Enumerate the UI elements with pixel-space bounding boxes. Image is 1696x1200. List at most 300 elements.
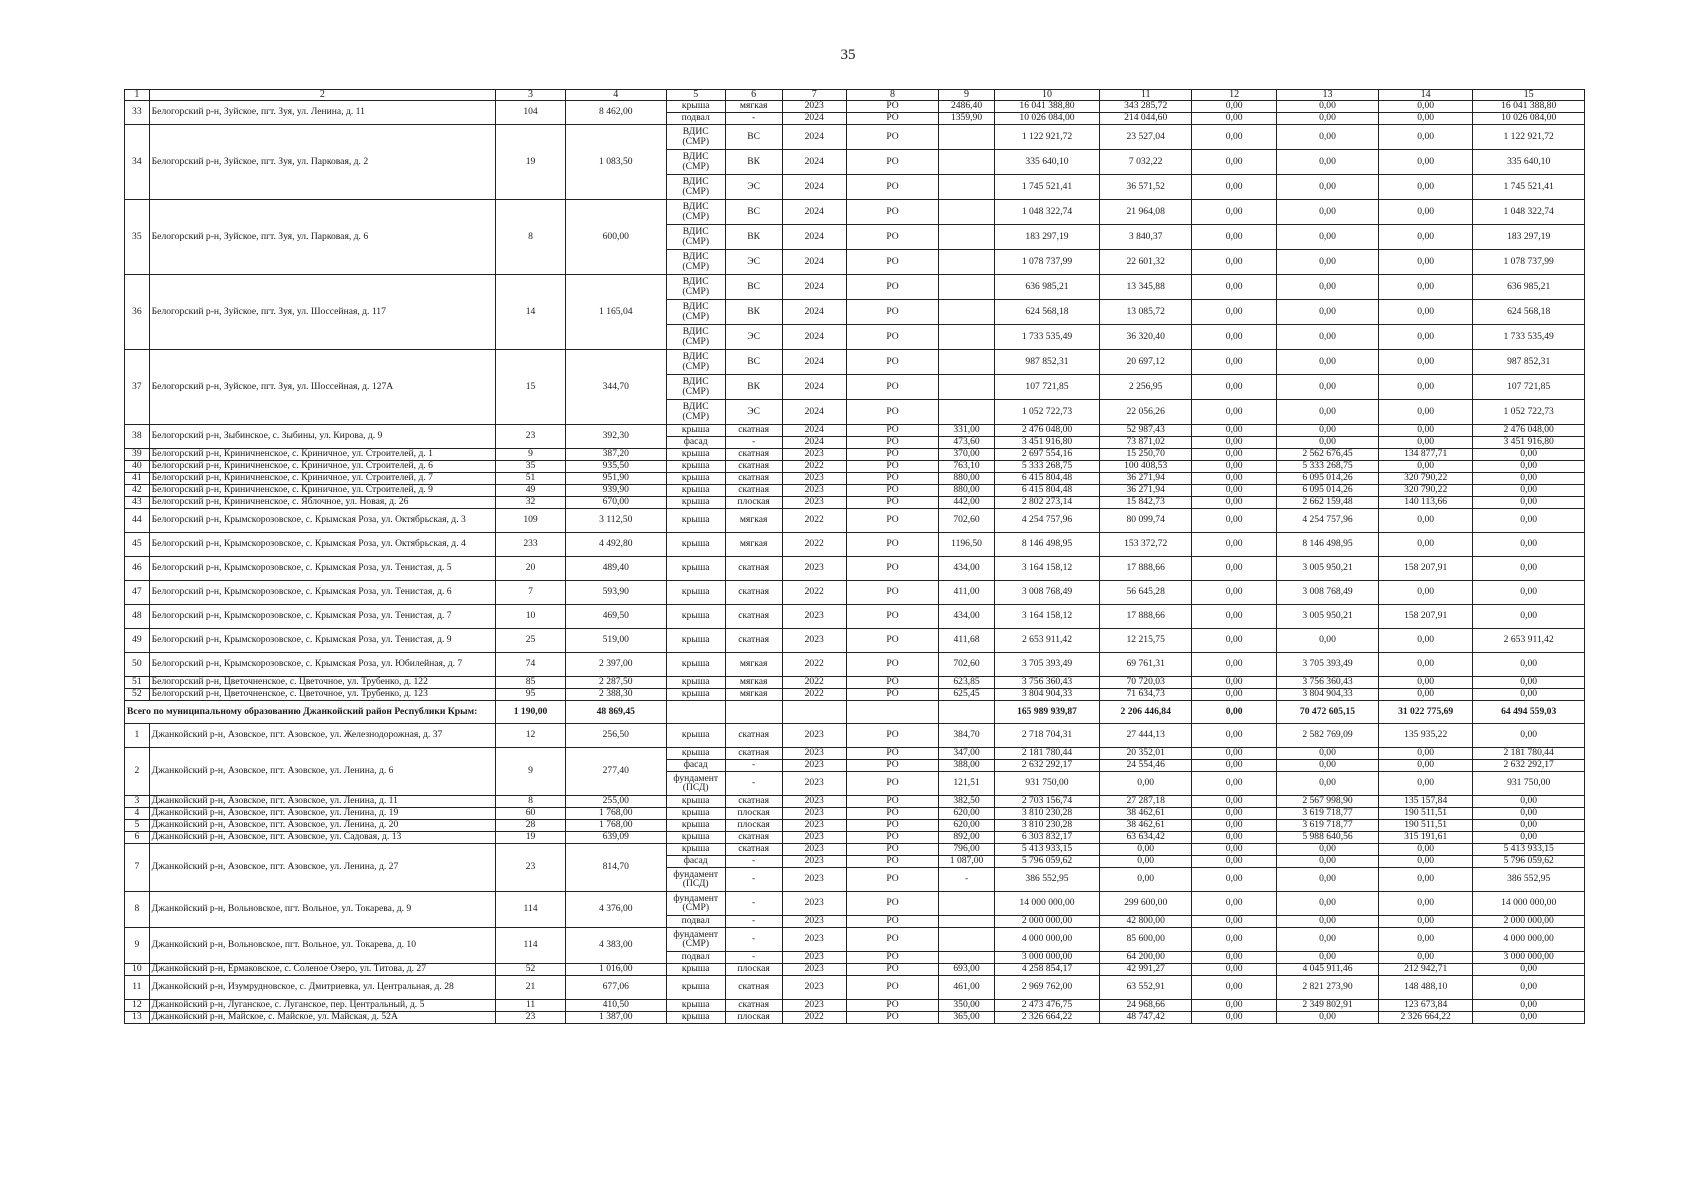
table-cell: 0,00 [1277,424,1379,436]
table-cell: Белогорский р-н, Криничненское, с. Яблочное, ул. Новая, д. 26 [149,496,495,508]
table-cell: 158 207,91 [1378,604,1472,628]
table-cell: 2 718 704,31 [994,723,1099,747]
table-cell: 0,00 [1277,349,1379,374]
table-cell: 52 [125,688,150,700]
table-cell: 69 761,31 [1100,652,1192,676]
table-cell: ВК [725,224,782,249]
table-cell: 0,00 [1192,819,1277,831]
table-row [125,124,1585,149]
table-cell: крыша [666,843,725,855]
table-cell: 35 [125,199,150,274]
table-cell: Белогорский р-н, Крымскорозовское, с. Крымская Роза, ул. Октябрьская, д. 4 [149,532,495,556]
table-cell: 0,00 [1192,174,1277,199]
table-cell: 38 462,61 [1100,819,1192,831]
table-cell: Белогорский р-н, Крымскорозовское, с. Крымская Роза, ул. Октябрьская, д. 3 [149,508,495,532]
table-cell: Белогорский р-н, Криничненское, с. Криничное, ул. Строителей, д. 1 [149,448,495,460]
column-number-9: 9 [939,90,995,101]
table-cell: Белогорский р-н, Криничненское, с. Криничное, ул. Строителей, д. 9 [149,484,495,496]
table-cell: 0,00 [1473,1011,1585,1023]
table-cell: скатная [725,999,782,1011]
table-cell: 23 [496,843,566,891]
table-cell: 56 645,28 [1100,580,1192,604]
table-cell: 0,00 [1378,460,1472,472]
table-cell [939,324,995,349]
table-cell: 2486,40 [939,100,995,112]
table-cell: 51 [496,472,566,484]
table-cell: 624 568,18 [994,299,1099,324]
table-cell: Джанкойский р-н, Азовское, пгт. Азовское, ул. Ленина, д. 27 [149,843,495,891]
table-cell: 46 [125,556,150,580]
column-number-14: 14 [1378,90,1472,101]
table-row [125,999,1585,1011]
table-cell: 49 [496,484,566,496]
table-cell: РО [846,723,938,747]
table-cell: 0,00 [1192,891,1277,915]
table-cell: 2024 [782,249,846,274]
table-cell: 384,70 [939,723,995,747]
table-cell: 0,00 [1192,843,1277,855]
table-cell: 3 000 000,00 [1473,951,1585,963]
table-cell: 0,00 [1192,496,1277,508]
table-cell: РО [846,174,938,199]
table-cell: ВДИС (СМР) [666,274,725,299]
table-cell: РО [846,324,938,349]
table-cell: 14 [496,274,566,349]
table-cell: - [725,927,782,951]
table-cell: крыша [666,652,725,676]
table-cell [939,700,995,723]
table-cell: 2 703 156,74 [994,795,1099,807]
table-cell: 85 [496,676,566,688]
table-cell: 2023 [782,448,846,460]
table-cell: 3 451 916,80 [1473,436,1585,448]
table-cell: 4 492,80 [565,532,666,556]
table-cell: 37 [125,349,150,424]
table-cell: 24 554,46 [1100,759,1192,771]
table-cell: 0,00 [1378,652,1472,676]
table-cell [939,224,995,249]
table-cell: 23 [496,424,566,448]
table-cell: ВК [725,299,782,324]
table-cell: 3 008 768,49 [1277,580,1379,604]
table-cell: 2 349 802,91 [1277,999,1379,1011]
table-cell: 0,00 [1192,652,1277,676]
table-cell: 5 333 268,75 [994,460,1099,472]
table-cell: скатная [725,795,782,807]
table-cell: 71 634,73 [1100,688,1192,700]
column-number-8: 8 [846,90,938,101]
table-cell: РО [846,100,938,112]
table-cell: РО [846,374,938,399]
table-cell: мягкая [725,652,782,676]
table-cell: РО [846,1011,938,1023]
table-cell: 639,09 [565,831,666,843]
table-cell: 107 721,85 [1473,374,1585,399]
table-cell: 382,50 [939,795,995,807]
table-cell: крыша [666,747,725,759]
table-cell: 0,00 [1378,771,1472,795]
table-cell: 40 [125,460,150,472]
table-cell: 5 988 640,56 [1277,831,1379,843]
column-number-12: 12 [1192,90,1277,101]
table-cell: 624 568,18 [1473,299,1585,324]
table-row [125,963,1585,975]
table-cell: 0,00 [1378,759,1472,771]
table-cell: 489,40 [565,556,666,580]
table-cell: 0,00 [1192,688,1277,700]
table-cell: 15 [496,349,566,424]
table-cell: 3 005 950,21 [1277,604,1379,628]
table-cell: 0,00 [1378,580,1472,604]
table-cell: 0,00 [1473,532,1585,556]
table-cell: 814,70 [565,843,666,891]
table-cell: 0,00 [1473,556,1585,580]
table-cell: 892,00 [939,831,995,843]
table-cell: 0,00 [1192,460,1277,472]
table-cell: 36 271,94 [1100,472,1192,484]
table-cell: крыша [666,963,725,975]
table-cell: РО [846,496,938,508]
table-cell: скатная [725,747,782,759]
table-cell: ВС [725,199,782,224]
table-cell: 0,00 [1192,927,1277,951]
table-cell: 0,00 [1277,149,1379,174]
table-cell: 3 840,37 [1100,224,1192,249]
column-number-7: 7 [782,90,846,101]
table-cell: 3 804 904,33 [994,688,1099,700]
table-cell: Белогорский р-н, Крымскорозовское, с. Крымская Роза, ул. Тенистая, д. 7 [149,604,495,628]
table-cell: 0,00 [1378,274,1472,299]
table-cell: 6 [125,831,150,843]
table-cell: 39 [125,448,150,460]
table-cell: 0,00 [1192,700,1277,723]
table-row [125,807,1585,819]
table-cell: 0,00 [1473,604,1585,628]
table-cell: 70 472 605,15 [1277,700,1379,723]
table-cell: 0,00 [1277,843,1379,855]
table-cell: крыша [666,100,725,112]
table-cell: 0,00 [1192,436,1277,448]
table-cell: 135 157,84 [1378,795,1472,807]
table-cell: 0,00 [1473,580,1585,604]
table-cell: 1 016,00 [565,963,666,975]
table-cell: 2023 [782,975,846,999]
table-cell: 3 619 718,77 [1277,807,1379,819]
table-cell: 5 796 059,62 [1473,855,1585,867]
table-cell: Белогорский р-н, Зуйское, пгт. Зуя, ул. Шоссейная, д. 117 [149,274,495,349]
table-cell: 0,00 [1277,771,1379,795]
table-cell: крыша [666,532,725,556]
column-number-2: 2 [149,90,495,101]
table-cell: 0,00 [1378,124,1472,149]
table-cell: 121,51 [939,771,995,795]
table-row [125,688,1585,700]
table-cell [725,700,782,723]
table-cell: Белогорский р-н, Цветочненское, с. Цветочное, ул. Трубенко, д. 122 [149,676,495,688]
table-cell: 107 721,85 [994,374,1099,399]
column-number-10: 10 [994,90,1099,101]
table-cell: РО [846,927,938,951]
table-cell: 233 [496,532,566,556]
table-cell: 4 258 854,17 [994,963,1099,975]
table-cell: 2023 [782,807,846,819]
table-cell: фундамент (СМР) [666,927,725,951]
table-cell: 344,70 [565,349,666,424]
table-cell: крыша [666,580,725,604]
table-cell: 7 [496,580,566,604]
table-cell: 461,00 [939,975,995,999]
table-cell: 0,00 [1378,855,1472,867]
table-cell: 3 705 393,49 [994,652,1099,676]
table-cell: 60 [496,807,566,819]
table-cell: ВДИС (СМР) [666,374,725,399]
table-cell: 2023 [782,723,846,747]
table-cell: ВК [725,149,782,174]
table-cell: 2023 [782,604,846,628]
table-row [125,448,1585,460]
table-cell: 35 [496,460,566,472]
table-cell: 0,00 [1192,855,1277,867]
table-cell: 0,00 [1277,274,1379,299]
table-cell: 21 964,08 [1100,199,1192,224]
table-cell: 2 969 762,00 [994,975,1099,999]
table-cell: 6 415 804,48 [994,472,1099,484]
table-cell: скатная [725,460,782,472]
table-cell: 763,10 [939,460,995,472]
table-cell: 2 567 998,90 [1277,795,1379,807]
table-cell: 28 [496,819,566,831]
table-cell: 42 [125,484,150,496]
table-cell: скатная [725,628,782,652]
table-cell: 434,00 [939,604,995,628]
table-cell: 1 733 535,49 [994,324,1099,349]
table-cell: 0,00 [1378,927,1472,951]
table-cell: 593,90 [565,580,666,604]
table-cell: 2023 [782,819,846,831]
table-cell: 0,00 [1100,771,1192,795]
table-cell: 3 005 950,21 [1277,556,1379,580]
table-cell: 2024 [782,149,846,174]
table-cell: 14 000 000,00 [994,891,1099,915]
table-cell: 21 [496,975,566,999]
table-cell: 2 287,50 [565,676,666,688]
table-cell [939,891,995,915]
table-cell: 0,00 [1192,759,1277,771]
table-cell: РО [846,688,938,700]
table-cell: 411,00 [939,580,995,604]
table-cell: 343 285,72 [1100,100,1192,112]
table-cell: Белогорский р-н, Крымскорозовское, с. Крымская Роза, ул. Тенистая, д. 5 [149,556,495,580]
table-cell: мягкая [725,532,782,556]
table-cell: 2023 [782,831,846,843]
table-cell: 2023 [782,771,846,795]
table-cell: 0,00 [1473,975,1585,999]
table-cell: 0,00 [1277,174,1379,199]
table-cell: фасад [666,436,725,448]
table-cell: 6 095 014,26 [1277,484,1379,496]
table-cell: 2023 [782,927,846,951]
table-cell: РО [846,532,938,556]
table-cell: 1 745 521,41 [1473,174,1585,199]
table-cell: 2024 [782,112,846,124]
table-cell: 2023 [782,496,846,508]
table-cell: 15 842,73 [1100,496,1192,508]
table-cell: подвал [666,112,725,124]
table-cell: 1196,50 [939,532,995,556]
table-cell: ВДИС (СМР) [666,349,725,374]
table-cell: Джанкойский р-н, Луганское, с. Луганское, пер. Центральный, д. 5 [149,999,495,1011]
table-cell: 347,00 [939,747,995,759]
table-cell: 0,00 [1473,807,1585,819]
table-cell: РО [846,199,938,224]
table-cell: 0,00 [1192,199,1277,224]
table-cell: 2 582 769,09 [1277,723,1379,747]
table-cell: 0,00 [1473,831,1585,843]
table-cell: 0,00 [1277,855,1379,867]
table-cell: 7 [125,843,150,891]
table-cell: 2024 [782,299,846,324]
table-cell: 2024 [782,324,846,349]
table-cell: 70 720,03 [1100,676,1192,688]
table-cell: 6 415 804,48 [994,484,1099,496]
table-cell: 41 [125,472,150,484]
table-cell: 0,00 [1277,374,1379,399]
table-cell: РО [846,149,938,174]
table-cell: 0,00 [1100,843,1192,855]
table-cell: 22 601,32 [1100,249,1192,274]
table-cell [939,274,995,299]
table-cell: крыша [666,448,725,460]
table-cell: 140 113,66 [1378,496,1472,508]
table-cell: 2024 [782,349,846,374]
table-cell: 0,00 [1473,496,1585,508]
table-cell: Белогорский р-н, Зуйское, пгт. Зуя, ул. Шоссейная, д. 127А [149,349,495,424]
table-cell: 3 451 916,80 [994,436,1099,448]
table-cell: РО [846,349,938,374]
table-cell: РО [846,274,938,299]
table-cell: 931 750,00 [1473,771,1585,795]
table-cell: 38 [125,424,150,448]
table-cell: 2022 [782,1011,846,1023]
table-cell: РО [846,224,938,249]
table-cell: 0,00 [1192,628,1277,652]
table-cell: 2 [125,747,150,795]
table-cell: Джанкойский р-н, Ермаковское, с. Соленое Озеро, ул. Титова, д. 27 [149,963,495,975]
table-cell: 25 [496,628,566,652]
table-cell: 11 [125,975,150,999]
table-cell: скатная [725,604,782,628]
table-cell: 3 000 000,00 [994,951,1099,963]
table-cell: 0,00 [1378,508,1472,532]
table-row [125,723,1585,747]
table-row [125,795,1585,807]
table-cell: 2 181 780,44 [994,747,1099,759]
table-cell: 6 303 832,17 [994,831,1099,843]
table-cell: 34 [125,124,150,199]
table-cell: 20 697,12 [1100,349,1192,374]
column-number-1: 1 [125,90,150,101]
table-cell: 52 987,43 [1100,424,1192,436]
table-cell: 0,00 [1277,112,1379,124]
table-cell: 0,00 [1378,951,1472,963]
table-cell: 0,00 [1378,424,1472,436]
table-cell: 702,60 [939,508,995,532]
table-cell: 951,90 [565,472,666,484]
table-cell: РО [846,771,938,795]
table-cell: 0,00 [1378,891,1472,915]
table-cell: Джанкойский р-н, Азовское, пгт. Азовское, ул. Ленина, д. 6 [149,747,495,795]
table-row [125,1011,1585,1023]
table-cell: 677,06 [565,975,666,999]
table-cell: 2 632 292,17 [1473,759,1585,771]
table-cell: 0,00 [1473,652,1585,676]
table-cell: 2 326 664,22 [1378,1011,1472,1023]
table-cell: Белогорский р-н, Зуйское, пгт. Зуя, ул. Парковая, д. 6 [149,199,495,274]
table-cell: плоская [725,819,782,831]
table-cell: 2024 [782,274,846,299]
table-cell: 23 [496,1011,566,1023]
table-cell: 387,20 [565,448,666,460]
table-cell: 0,00 [1277,891,1379,915]
table-cell: 134 877,71 [1378,448,1472,460]
table-cell: крыша [666,460,725,472]
table-cell: 0,00 [1473,795,1585,807]
table-cell: 80 099,74 [1100,508,1192,532]
table-cell: мягкая [725,688,782,700]
table-cell: плоская [725,496,782,508]
table-cell: 620,00 [939,807,995,819]
table-cell: 190 511,51 [1378,819,1472,831]
table-cell: 320 790,22 [1378,484,1472,496]
table-cell: Джанкойский р-н, Вольновское, пгт. Вольное, ул. Токарева, д. 9 [149,891,495,927]
table-cell: 8 [125,891,150,927]
table-cell: 19 [496,124,566,199]
table-cell: 2024 [782,199,846,224]
table-cell: скатная [725,975,782,999]
table-cell: 2022 [782,460,846,472]
table-cell: 10 026 084,00 [1473,112,1585,124]
table-cell [939,124,995,149]
table-row [125,484,1585,496]
table-cell: 0,00 [1473,472,1585,484]
table-row [125,891,1585,915]
table-cell: Джанкойский р-н, Майское, с. Майское, ул. Майская, д. 52А [149,1011,495,1023]
table-cell: 0,00 [1192,149,1277,174]
table-cell: 350,00 [939,999,995,1011]
table-cell: ЭС [725,399,782,424]
table-cell: 2024 [782,224,846,249]
table-cell: 42 991,27 [1100,963,1192,975]
table-cell: 370,00 [939,448,995,460]
table-cell: 165 989 939,87 [994,700,1099,723]
table-cell: 987 852,31 [994,349,1099,374]
table-cell: 0,00 [1378,224,1472,249]
table-cell: фасад [666,759,725,771]
table-cell: 1 768,00 [565,819,666,831]
table-cell: 3 112,50 [565,508,666,532]
table-cell: 45 [125,532,150,556]
table-cell: 183 297,19 [994,224,1099,249]
table-cell: 3 810 230,28 [994,807,1099,819]
table-cell: 214 044,60 [1100,112,1192,124]
table-cell: 19 [496,831,566,843]
table-row [125,274,1585,299]
table-cell: 335 640,10 [1473,149,1585,174]
table-cell: ЭС [725,174,782,199]
table-cell: 0,00 [1473,819,1585,831]
table-cell: крыша [666,723,725,747]
table-cell: 148 488,10 [1378,975,1472,999]
